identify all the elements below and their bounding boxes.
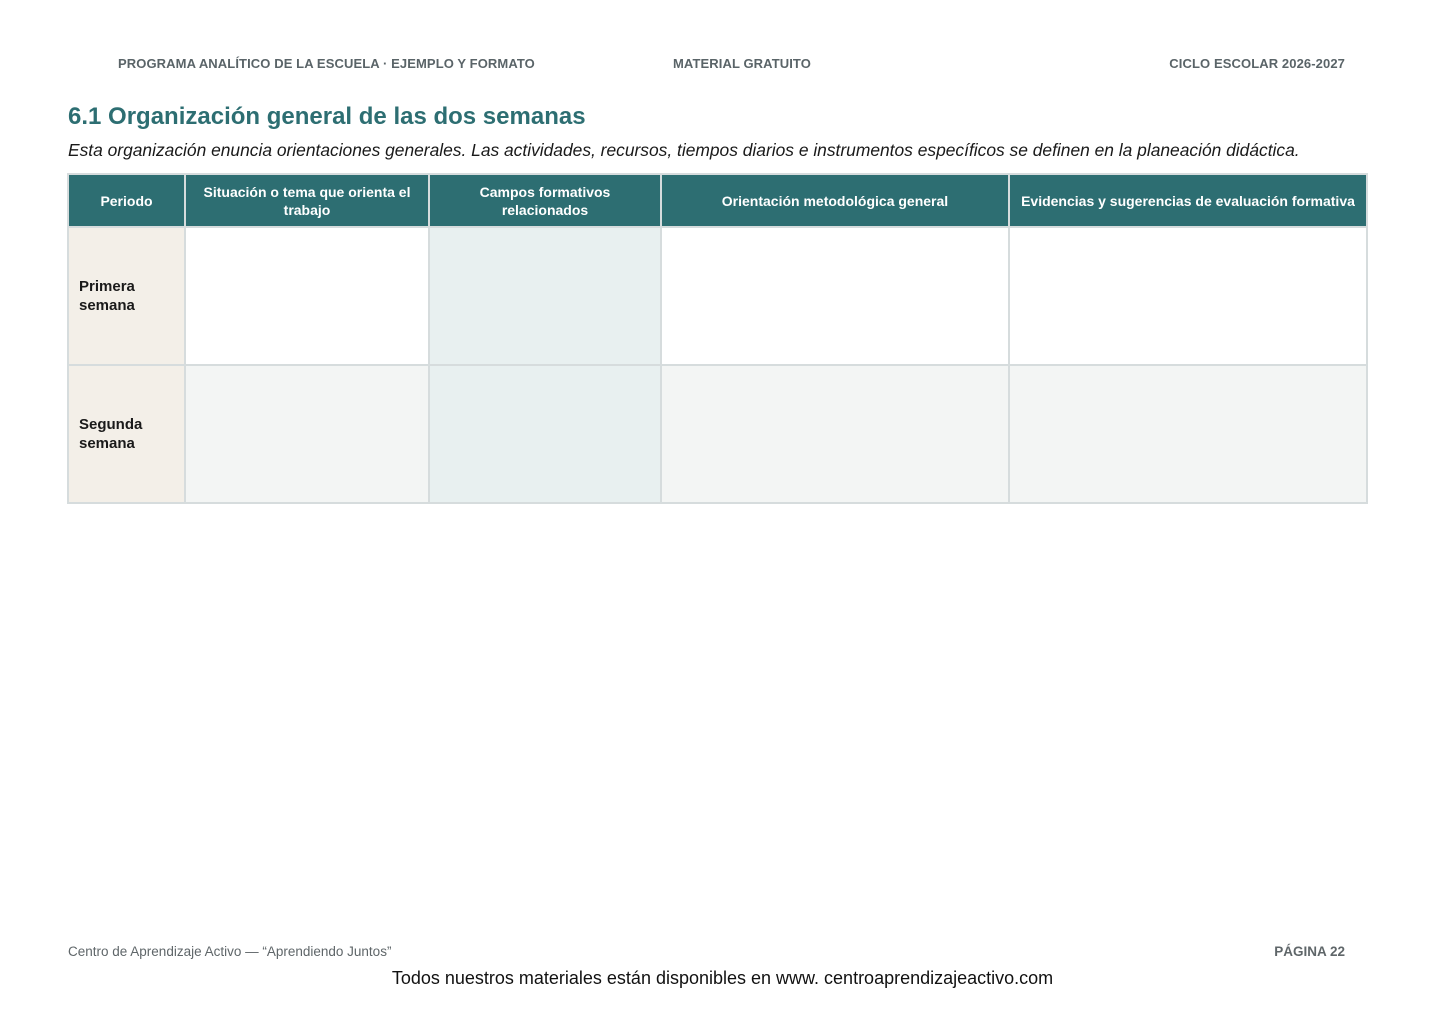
evidencias-cell[interactable]	[1009, 365, 1367, 503]
table-row	[68, 227, 1367, 365]
orientacion-cell[interactable]	[661, 227, 1009, 365]
page-number: PÁGINA 22	[1274, 944, 1345, 959]
period-cell: Primera semana	[68, 227, 185, 365]
column-header-campos: Campos formativos relacionados	[429, 174, 661, 227]
footer-website-note: Todos nuestros materiales están disponibles en www. centroaprendizajeactivo.com	[391, 968, 1054, 988]
situacion-cell[interactable]	[185, 227, 429, 365]
running-header-cycle: CICLO ESCOLAR 2026-2027	[1169, 56, 1345, 71]
column-header-evidencias: Evidencias y sugerencias de evaluación formativa	[1009, 174, 1367, 227]
column-header-orientacion: Orientación metodológica general	[661, 174, 1009, 227]
column-header-situacion: Situación o tema que orienta el trabajo	[185, 174, 429, 227]
table-row	[68, 365, 1367, 503]
orientacion-cell[interactable]	[661, 365, 1009, 503]
section-title: 6.1 Organización general de las dos semanas	[68, 103, 586, 130]
section-subtitle: Esta organización enuncia orientaciones generales. Las actividades, recursos, tiempos diarios e instrumentos específicos se definen en la planeación didáctica.	[68, 140, 1300, 160]
evidencias-cell[interactable]	[1009, 227, 1367, 365]
period-cell: Segunda semana	[68, 365, 185, 503]
footer-organization: Centro de Aprendizaje Activo — “Aprendiendo Juntos”	[68, 944, 392, 959]
running-header-badge: MATERIAL GRATUITO	[673, 56, 811, 71]
running-header-title: PROGRAMA ANALÍTICO DE LA ESCUELA · EJEMPLO Y FORMATO	[118, 56, 535, 71]
column-header-periodo: Periodo	[68, 174, 185, 227]
situacion-cell[interactable]	[185, 365, 429, 503]
campos-cell[interactable]	[429, 365, 661, 503]
organization-table	[67, 173, 1368, 504]
table-header-row	[68, 174, 1367, 227]
campos-cell[interactable]	[429, 227, 661, 365]
